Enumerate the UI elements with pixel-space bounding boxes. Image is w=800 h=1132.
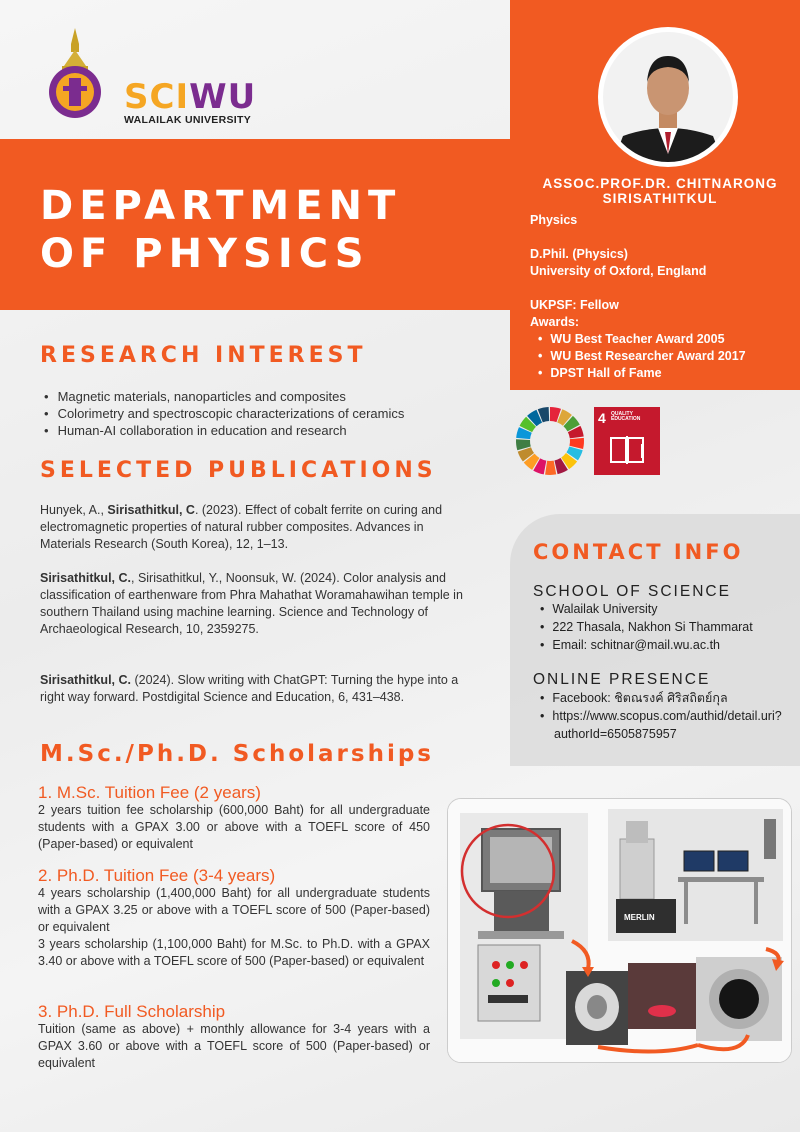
research-interest-heading: RESEARCH INTEREST: [40, 343, 367, 368]
institution: University of Oxford, England: [530, 264, 707, 278]
page-title: [40, 182, 401, 278]
school-heading: SCHOOL OF SCIENCE: [533, 583, 731, 600]
page-title-line1: DEPARTMENT: [40, 183, 402, 229]
school-list: [540, 600, 795, 654]
university-crest-logo: [44, 26, 106, 122]
school-item: • 222 Thasala, Nakhon Si Thammarat: [540, 618, 795, 636]
page-title-line2: OF PHYSICS: [40, 231, 370, 277]
publication-item: Sirisathitkul, C., Sirisathitkul, Y., Noonsuk, W. (2024). Color analysis and classification of earthenware from Phra Mahathat Woramahawihan temple in southern Thailand using machine learning. Science and Technology of Archaeological Research, 10, 2359275.: [40, 571, 463, 636]
scholarship-title: 3. Ph.D. Full Scholarship: [38, 1002, 226, 1021]
award-item: • DPST Hall of Fame: [538, 365, 790, 382]
scholarship-title: 1. M.Sc. Tuition Fee (2 years): [38, 783, 261, 802]
degree: D.Phil. (Physics): [530, 247, 628, 261]
facebook-link[interactable]: • Facebook: ชิตณรงค์ ศิริสถิตย์กุล: [540, 689, 790, 707]
svg-text:MERLIN: MERLIN: [624, 913, 655, 922]
scopus-link[interactable]: • https://www.scopus.com/authid/detail.uri?authorId=6505875957: [540, 707, 790, 743]
awards-list: [538, 331, 790, 382]
online-heading: ONLINE PRESENCE: [533, 671, 711, 688]
award-item: • WU Best Teacher Award 2005: [538, 331, 790, 348]
ukpsf: UKPSF: Fellow: [530, 298, 619, 312]
sdg-wheel-icon: [515, 406, 585, 476]
publication-item: Sirisathitkul, C. (2024). Slow writing with ChatGPT: Turning the hype into a right way forward. Postdigital Science and Education, 6, 431–438.: [40, 673, 459, 704]
research-list: [44, 388, 404, 439]
professor-info: [530, 212, 790, 382]
awards-label: Awards:: [530, 315, 580, 329]
scholarship-text: Tuition (same as above) + monthly allowance for 3-4 years with a GPAX 3.60 or above with a TOEFL score of 500 (Paper-based) or equivalent: [38, 1022, 430, 1070]
scholarships-heading: M.Sc./Ph.D. Scholarships: [40, 741, 434, 767]
online-list: [540, 689, 790, 743]
professor-name: ASSOC.PROF.DR. CHITNARONG SIRISATHITKUL: [542, 176, 778, 206]
scholarship-text: 4 years scholarship (1,400,000 Baht) for all undergraduate students with a GPAX 3.25 or above with a TOEFL score of 500 (Paper-based) or equivalent 3 years scholarship (1,100,000 Baht) for M.Sc. to Ph.D. with a GPAX 3.40 or above with a TOEFL score of 500 (Paper-based) or equivalent: [38, 886, 430, 968]
contact-heading: CONTACT INFO: [533, 540, 744, 564]
email-item[interactable]: • Email: schitnar@mail.wu.ac.th: [540, 636, 795, 654]
university-name: WALAILAK UNIVERSITY: [124, 114, 252, 126]
lab-equipment-photos: [447, 798, 792, 1063]
research-item: • Colorimetry and spectroscopic characterizations of ceramics: [44, 405, 404, 422]
research-item: • Magnetic materials, nanoparticles and composites: [44, 388, 404, 405]
scholarship-text: 2 years tuition fee scholarship (600,000 Baht) for all undergraduate students with a GPAX 3.00 or above with a TOEFL score of 450 (Paper-based) or equivalent: [38, 803, 430, 851]
sciwu-logo: SCIWU: [124, 77, 257, 117]
scholarship-title: 2. Ph.D. Tuition Fee (3-4 years): [38, 866, 276, 885]
award-item: • WU Best Researcher Award 2017: [538, 348, 790, 365]
sdg-wheel-segment: [545, 461, 556, 475]
school-item: • Walailak University: [540, 600, 795, 618]
sdg4-quality-education-icon: 4 QUALITY EDUCATION: [594, 407, 660, 475]
field: Physics: [530, 213, 578, 227]
publication-item: Hunyek, A., Sirisathitkul, C. (2023). Effect of cobalt ferrite on curing and electromagnetic properties of natural rubber composites. Advances in Materials Research (South Korea), 12, 1–13.: [40, 503, 443, 551]
microscope-photo: [608, 809, 783, 941]
publications-heading: SELECTED PUBLICATIONS: [40, 458, 437, 483]
profile-photo: [598, 27, 738, 167]
research-item: • Human-AI collaboration in education and research: [44, 422, 404, 439]
book-icon: [607, 430, 647, 470]
